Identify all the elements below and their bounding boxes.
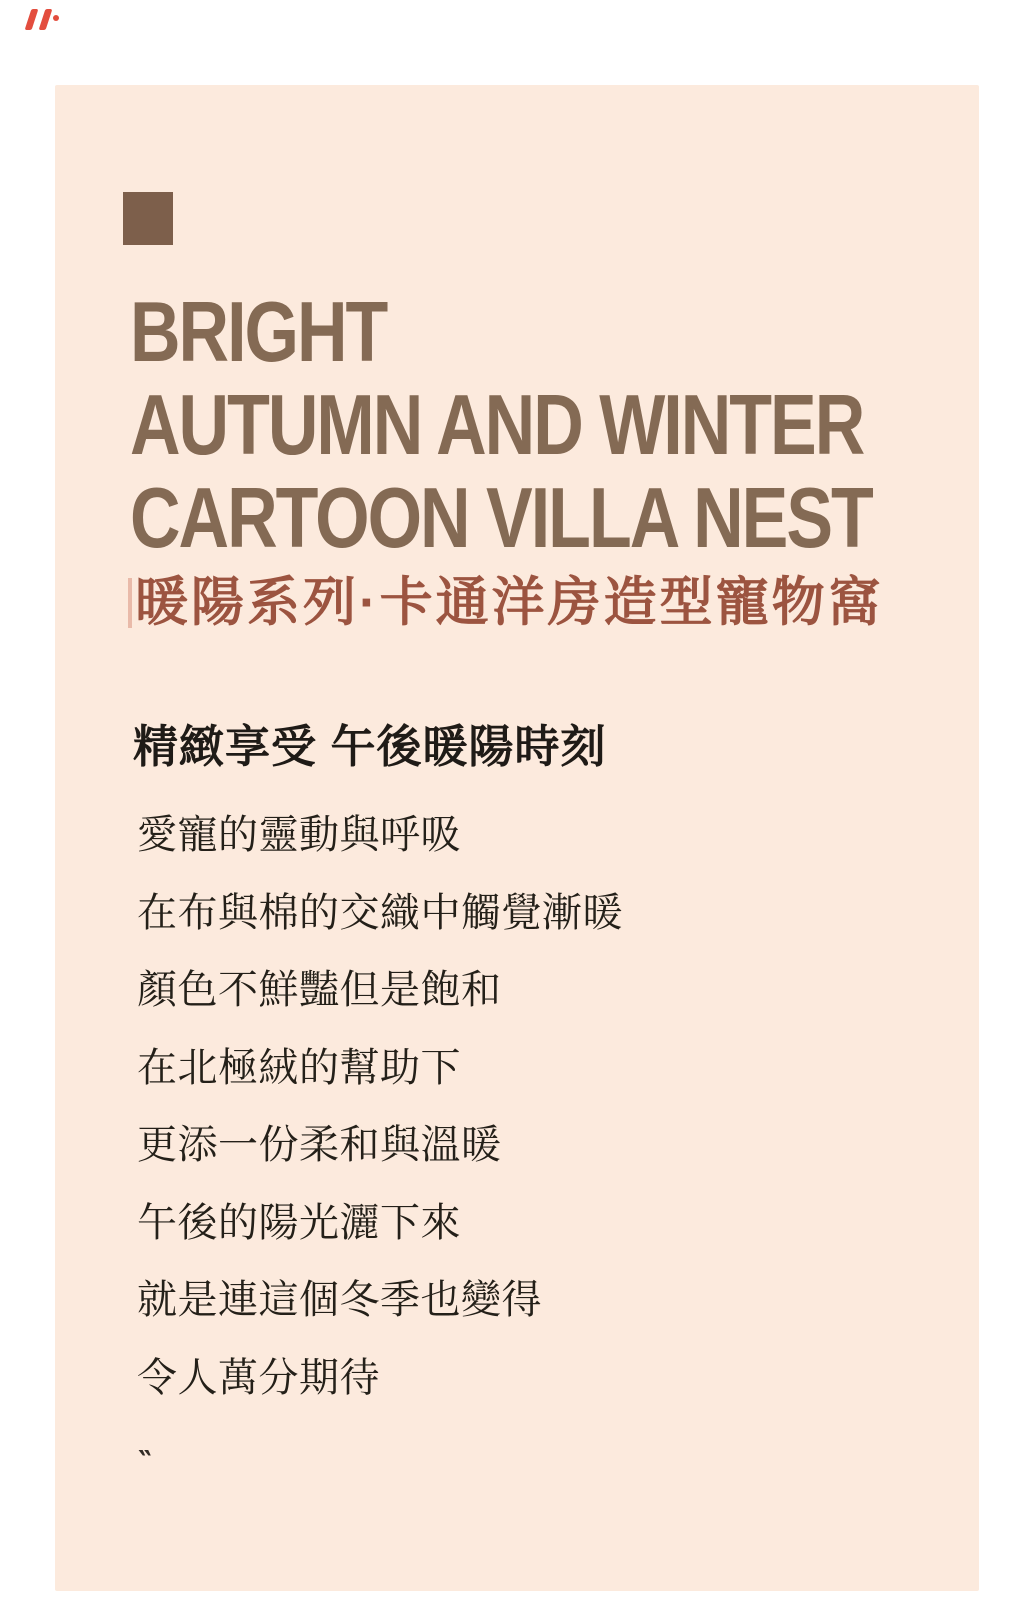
subtitle-row (128, 571, 884, 635)
title-block (130, 284, 872, 567)
title-row (130, 284, 872, 381)
title-line-1: BRIGHT (130, 284, 387, 380)
watermark-stroke-icon (25, 9, 39, 30)
body-line: 就是連這個冬季也變得 (137, 1278, 542, 1322)
section-heading: 精緻享受 午後暖陽時刻 (133, 721, 607, 772)
body-line: 在北極絨的幫助下 (137, 1045, 461, 1090)
title-row (130, 377, 872, 474)
quote-mark: ‶ (138, 1446, 150, 1479)
body-line: 午後的陽光灑下來 (137, 1200, 461, 1245)
body-line: 顏色不鮮豔但是飽和 (137, 968, 502, 1012)
body-text-block (137, 797, 623, 1417)
content-panel (55, 85, 979, 1591)
title-line-3: CARTOON VILLA NEST (130, 470, 872, 566)
watermark-mark (24, 6, 62, 34)
subtitle-accent-bar (128, 578, 132, 628)
accent-square (123, 192, 173, 245)
body-line: 愛寵的靈動與呼吸 (137, 813, 461, 857)
watermark-stroke-icon (39, 9, 53, 30)
body-line: 在布與棉的交織中觸覺漸暖 (137, 890, 623, 935)
subtitle-text: 暖陽系列·卡通洋房造型寵物窩 (135, 573, 884, 632)
watermark-dot-icon (53, 15, 59, 21)
body-line: 令人萬分期待 (137, 1355, 380, 1400)
title-line-2: AUTUMN AND WINTER (130, 377, 864, 473)
body-line: 更添一份柔和與溫暖 (137, 1123, 502, 1167)
title-row (130, 470, 872, 567)
